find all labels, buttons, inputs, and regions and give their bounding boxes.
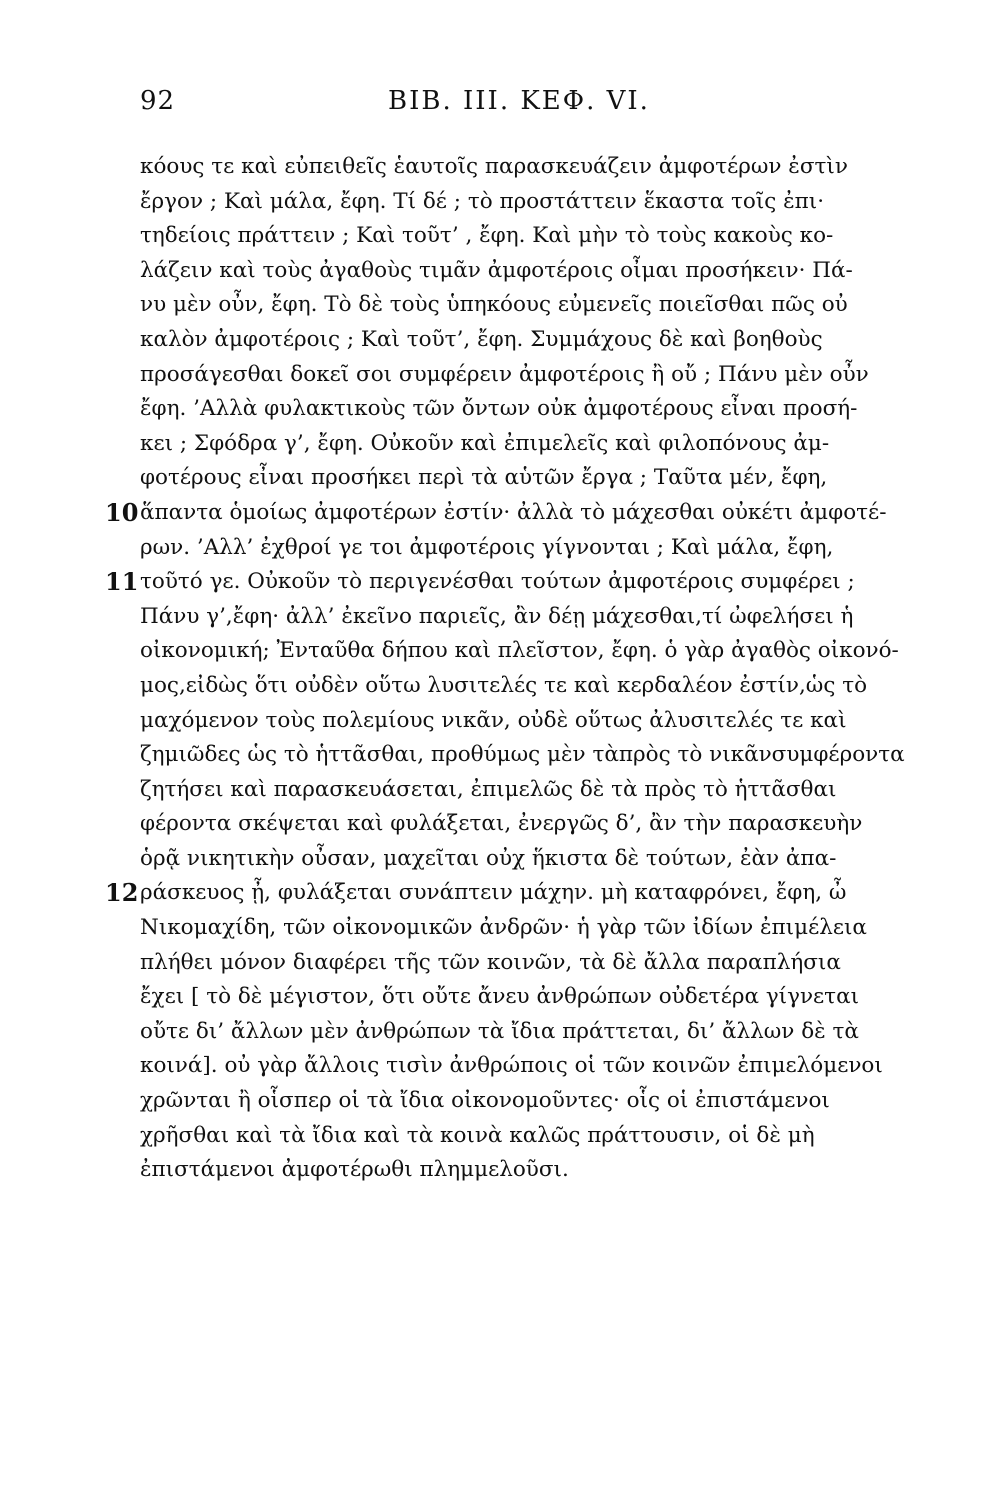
line-text: ἐπιστάμενοι ἀμφοτέρωθι πλημμελοῦσι. xyxy=(140,1157,569,1183)
text-line xyxy=(140,1119,910,1154)
line-text: φέροντα σκέψεται καὶ φυλάξεται, ἐνεργῶς δ’, ἂν τὴν παρασκευὴν xyxy=(140,811,863,837)
line-text: τηδείοις πράττειν ; Καὶ τοῦτ’ , ἔφη. Καὶ μὴν τὸ τοὺς κακοὺς κο- xyxy=(140,223,834,249)
text-line xyxy=(105,496,910,531)
line-text: κει ; Σφόδρα γ’, ἔφη. Οὐκοῦν καὶ ἐπιμελεῖς καὶ φιλοπόνους ἀμ- xyxy=(140,430,830,456)
text-line xyxy=(140,911,910,946)
line-text: ἔργον ; Καὶ μάλα, ἔφη. Τί δέ ; τὸ προστάττειν ἕκαστα τοῖς ἐπι· xyxy=(140,188,825,214)
text-line xyxy=(105,876,910,911)
text-line xyxy=(140,980,910,1015)
line-text: τοῦτό γε. Οὐκοῦν τὸ περιγενέσθαι τούτων ἀμφοτέροις συμφέρει ; xyxy=(140,569,855,595)
line-text: ρων. ’Αλλ’ ἐχθροί γε τοι ἀμφοτέροις γίγνονται ; Καὶ μάλα, ἔφη, xyxy=(140,534,834,560)
text-line xyxy=(140,219,910,254)
text-line xyxy=(105,565,910,600)
text-line xyxy=(140,150,910,185)
line-text: ζητήσει καὶ παρασκευάσεται, ἐπιμελῶς δὲ τὰ πρὸς τὸ ἡττᾶσθαι xyxy=(140,776,837,802)
line-text: οὔτε δι’ ἄλλων μὲν ἀνθρώπων τὰ ἴδια πράττεται, δι’ ἄλλων δὲ τὰ xyxy=(140,1018,859,1044)
text-line xyxy=(140,773,910,808)
line-text: ράσκευος ᾖ, φυλάξεται συνάπτειν μάχην. μὴ καταφρόνει, ἔφη, ὦ xyxy=(140,880,847,906)
line-text: χρῆσθαι καὶ τὰ ἴδια καὶ τὰ κοινὰ καλῶς πράττουσιν, οἱ δὲ μὴ xyxy=(140,1122,815,1148)
line-text: φοτέρους εἶναι προσήκει περὶ τὰ αὑτῶν ἔργα ; Ταῦτα μέν, ἔφη, xyxy=(140,465,828,491)
line-text: Πάνυ γ’,ἔφη· ἀλλ’ ἐκεῖνο παριεῖς, ἂν δέῃ μάχεσθαι,τί ὠφελήσει ἡ xyxy=(140,603,854,629)
text-line xyxy=(140,634,910,669)
text-line xyxy=(140,842,910,877)
text-line xyxy=(140,461,910,496)
line-text: πλήθει μόνον διαφέρει τῆς τῶν κοινῶν, τὰ δὲ ἄλλα παραπλήσια xyxy=(140,949,841,975)
section-number: 10 xyxy=(105,497,139,527)
line-text: κοινά]. οὐ γὰρ ἄλλοις τισὶν ἀνθρώποις οἱ τῶν κοινῶν ἐπιμελόμενοι xyxy=(140,1053,883,1079)
text-line xyxy=(140,392,910,427)
line-text: ἔχει [ τὸ δὲ μέγιστον, ὅτι οὔτε ἄνευ ἀνθρώπων οὐδετέρα γίγνεται xyxy=(140,984,860,1010)
line-text: νυ μὲν οὖν, ἔφη. Τὸ δὲ τοὺς ὑπηκόους εὐμενεῖς ποιεῖσθαι πῶς οὐ xyxy=(140,292,848,318)
line-text: κόους τε καὶ εὐπειθεῖς ἑαυτοῖς παρασκευάζειν ἀμφοτέρων ἐστὶν xyxy=(140,154,848,179)
text-line xyxy=(140,358,910,393)
line-text: ἅπαντα ὁμοίως ἀμφοτέρων ἐστίν· ἀλλὰ τὸ μάχεσθαι οὐκέτι ἀμφοτέ- xyxy=(140,499,887,525)
text-line xyxy=(140,185,910,220)
text-line xyxy=(140,1084,910,1119)
text-line xyxy=(140,288,910,323)
line-text: οἰκονομική; Ἐνταῦθα δήπου καὶ πλεῖστον, ἔφη. ὁ γὰρ ἀγαθὸς οἰκονό- xyxy=(140,638,899,664)
text-line xyxy=(140,807,910,842)
page-header xyxy=(0,86,984,126)
line-text: λάζειν καὶ τοὺς ἀγαθοὺς τιμᾶν ἀμφοτέροις οἶμαι προσήκειν· Πά- xyxy=(140,257,853,283)
running-head: ΒΙΒ. ΙΙΙ. ΚΕΦ. VΙ. xyxy=(388,86,650,116)
line-text: Νικομαχίδη, τῶν οἰκονομικῶν ἀνδρῶν· ἡ γὰρ τῶν ἰδίων ἐπιμέλεια xyxy=(140,915,867,941)
section-number: 11 xyxy=(105,567,139,597)
body-text xyxy=(105,150,910,1188)
text-line xyxy=(140,946,910,981)
line-text: μος,εἰδὼς ὅτι οὐδὲν οὕτω λυσιτελές τε καὶ κερδαλέον ἐστίν,ὡς τὸ xyxy=(140,672,868,698)
text-line xyxy=(140,427,910,462)
line-text: ζημιῶδες ὡς τὸ ἡττᾶσθαι, προθύμως μὲν τὰπρὸς τὸ νικᾶνσυμφέροντα xyxy=(140,742,905,768)
section-number: 12 xyxy=(105,878,139,908)
text-line xyxy=(140,531,910,566)
text-line xyxy=(140,254,910,289)
page-number: 92 xyxy=(140,86,176,116)
text-line xyxy=(140,323,910,358)
line-text: ἔφη. ’Αλλὰ φυλακτικοὺς τῶν ὄντων οὐκ ἀμφοτέρους εἶναι προσή- xyxy=(140,396,858,422)
text-line xyxy=(140,1153,910,1188)
line-text: προσάγεσθαι δοκεῖ σοι συμφέρειν ἀμφοτέροις ἢ οὔ ; Πάνυ μὲν οὖν xyxy=(140,361,869,387)
line-text: καλὸν ἀμφοτέροις ; Καὶ τοῦτ’, ἔφη. Συμμάχους δὲ καὶ βοηθοὺς xyxy=(140,326,823,352)
text-line xyxy=(140,600,910,635)
line-text: μαχόμενον τοὺς πολεμίους νικᾶν, οὐδὲ οὕτως ἀλυσιτελές τε καὶ xyxy=(140,707,847,733)
line-text: ὁρᾷ νικητικὴν οὖσαν, μαχεῖται οὐχ ἥκιστα δὲ τούτων, ἐὰν ἀπα- xyxy=(140,845,837,871)
line-text: χρῶνται ἢ οἷσπερ οἱ τὰ ἴδια οἰκονομοῦντες· οἷς οἱ ἐπιστάμενοι xyxy=(140,1088,830,1114)
text-line xyxy=(140,1049,910,1084)
text-line xyxy=(140,704,910,739)
text-line xyxy=(140,1015,910,1050)
text-line xyxy=(140,669,910,704)
text-line xyxy=(140,738,910,773)
